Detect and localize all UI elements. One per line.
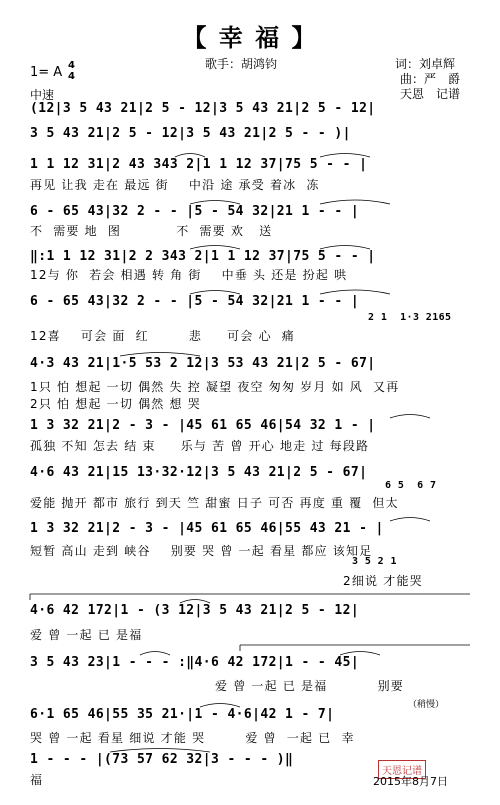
tie-mark — [110, 749, 210, 753]
score-line-11: 4·6 42 172|1 - (3 12|3 5 43 21|2 5 - 12| — [30, 603, 360, 618]
tie-mark — [190, 246, 240, 250]
lyric-line-13: 哭 曾 一起 看星 细说 才能 哭 爱 曾 一起 已 幸 — [30, 731, 355, 745]
score-line-12: 3 5 43 23|1 - - - :‖4·6 42 172|1 - - 45| — [30, 655, 360, 670]
date-label: 2015年8月7日 — [373, 775, 448, 788]
lyricist-credit: 词：刘卓辉 — [395, 57, 456, 71]
lyric-line-7b: 2只 怕 想起 一切 偶然 想 哭 — [30, 397, 201, 411]
score-extra-10: 3 5 2 1 — [352, 556, 397, 567]
lyric-line-10b: 2细说 才能哭 — [343, 574, 423, 588]
score-line-9: 4·6 43 21|15 13·32·12|3 5 43 21|2 5 - 67| — [30, 465, 368, 480]
lyric-line-12: 爱 曾 一起 已 是福 别要 — [215, 679, 405, 693]
transcriber-stamp: 天恩记谱 — [378, 760, 426, 779]
composer-credit: 曲：严 爵 — [400, 72, 461, 86]
tie-mark — [390, 415, 430, 419]
singer-credit: 歌手：胡鸿钧 — [205, 57, 278, 71]
tie-mark — [180, 600, 210, 604]
score-extra-6: 2 1 1·3 2165 — [368, 312, 452, 323]
score-line-6: 6 - 65 43|32 2 - - |5 - 54 32|21 1 - - | — [30, 294, 360, 309]
tie-mark — [190, 201, 240, 205]
tie-mark — [320, 154, 370, 158]
tie-mark — [340, 652, 380, 656]
lyric-line-5: 12与 你 若会 相遇 转 角 街 中垂 头 还是 扮起 哄 — [30, 268, 348, 282]
lyric-line-8: 孤独 不知 怎去 结 束 乐与 苦 曾 开心 地走 过 每段路 — [30, 439, 370, 453]
lyric-line-11: 爱 曾 一起 已 是福 — [30, 628, 143, 642]
score-line-1: (12|3 5 43 21|2 5 - 12|3 5 43 21|2 5 - 12| — [30, 101, 376, 116]
score-line-4: 6 - 65 43|32 2 - - |5 - 54 32|21 1 - - | — [30, 204, 360, 219]
time-signature-bottom: 4 — [68, 71, 75, 82]
tie-mark — [320, 200, 390, 204]
lyric-line-7a: 1只 怕 想起 一切 偶然 失 控 凝望 夜空 匆匆 岁月 如 风 又再 — [30, 380, 400, 394]
song-title: 【 幸 福 】 — [182, 24, 318, 52]
key-signature: 1= A — [30, 65, 63, 80]
lyric-line-10: 短暂 高山 走到 峡谷 别要 哭 曾 一起 看星 都应 该知足 — [30, 544, 373, 558]
score-line-14: 1 - - - |(73 57 62 32|3 - - - )‖ — [30, 752, 294, 767]
lyric-line-14: 福 — [30, 773, 44, 787]
score-extra-9: 6 5 6 7 — [385, 480, 437, 491]
time-signature-top: 4 — [68, 60, 75, 71]
lyric-line-3: 再见 让我 走在 最远 街 中沿 途 承受 着冰 冻 — [30, 178, 320, 192]
tie-mark — [320, 246, 370, 250]
tie-mark — [175, 154, 205, 158]
transcriber-credit: 天恩 记谱 — [400, 87, 461, 101]
tie-mark — [120, 353, 200, 357]
lyric-line-9: 爱能 抛开 都市 旅行 到天 竺 甜蜜 日子 可否 再度 重 覆 但太 — [30, 496, 399, 510]
tie-mark — [200, 704, 240, 708]
tempo-marking: 中速 — [30, 88, 55, 102]
tie-mark — [140, 652, 170, 656]
tie-mark — [190, 291, 240, 295]
tempo-change-note: （稍慢） — [408, 700, 445, 710]
score-line-13: 6·1 65 46|55 35 21·|1 - 4·6|42 1 - 7| — [30, 707, 335, 722]
score-line-5: ‖:1 1 12 31|2 2 343 2|1 1 12 37|75 5 - - | — [30, 249, 376, 264]
score-line-8: 1 3 32 21|2 - 3 - |45 61 65 46|54 32 1 - | — [30, 418, 376, 433]
score-line-2: 3 5 43 21|2 5 - 12|3 5 43 21|2 5 - - )| — [30, 126, 351, 141]
tie-mark — [320, 290, 390, 294]
score-line-10: 1 3 32 21|2 - 3 - |45 61 65 46|55 43 21 - | — [30, 521, 384, 536]
lyric-line-4: 不 需要 地 图 不 需要 欢 送 — [30, 224, 273, 238]
tie-mark — [390, 518, 430, 522]
lyric-line-6: 12喜 可会 面 红 悲 可会 心 痛 — [30, 329, 296, 343]
score-line-3: 1 1 12 31|2 43 343 2|1 1 12 37|75 5 - - | — [30, 157, 368, 172]
score-line-7: 4·3 43 21|1·5 53 2 12|3 53 43 21|2 5 - 67| — [30, 356, 376, 371]
